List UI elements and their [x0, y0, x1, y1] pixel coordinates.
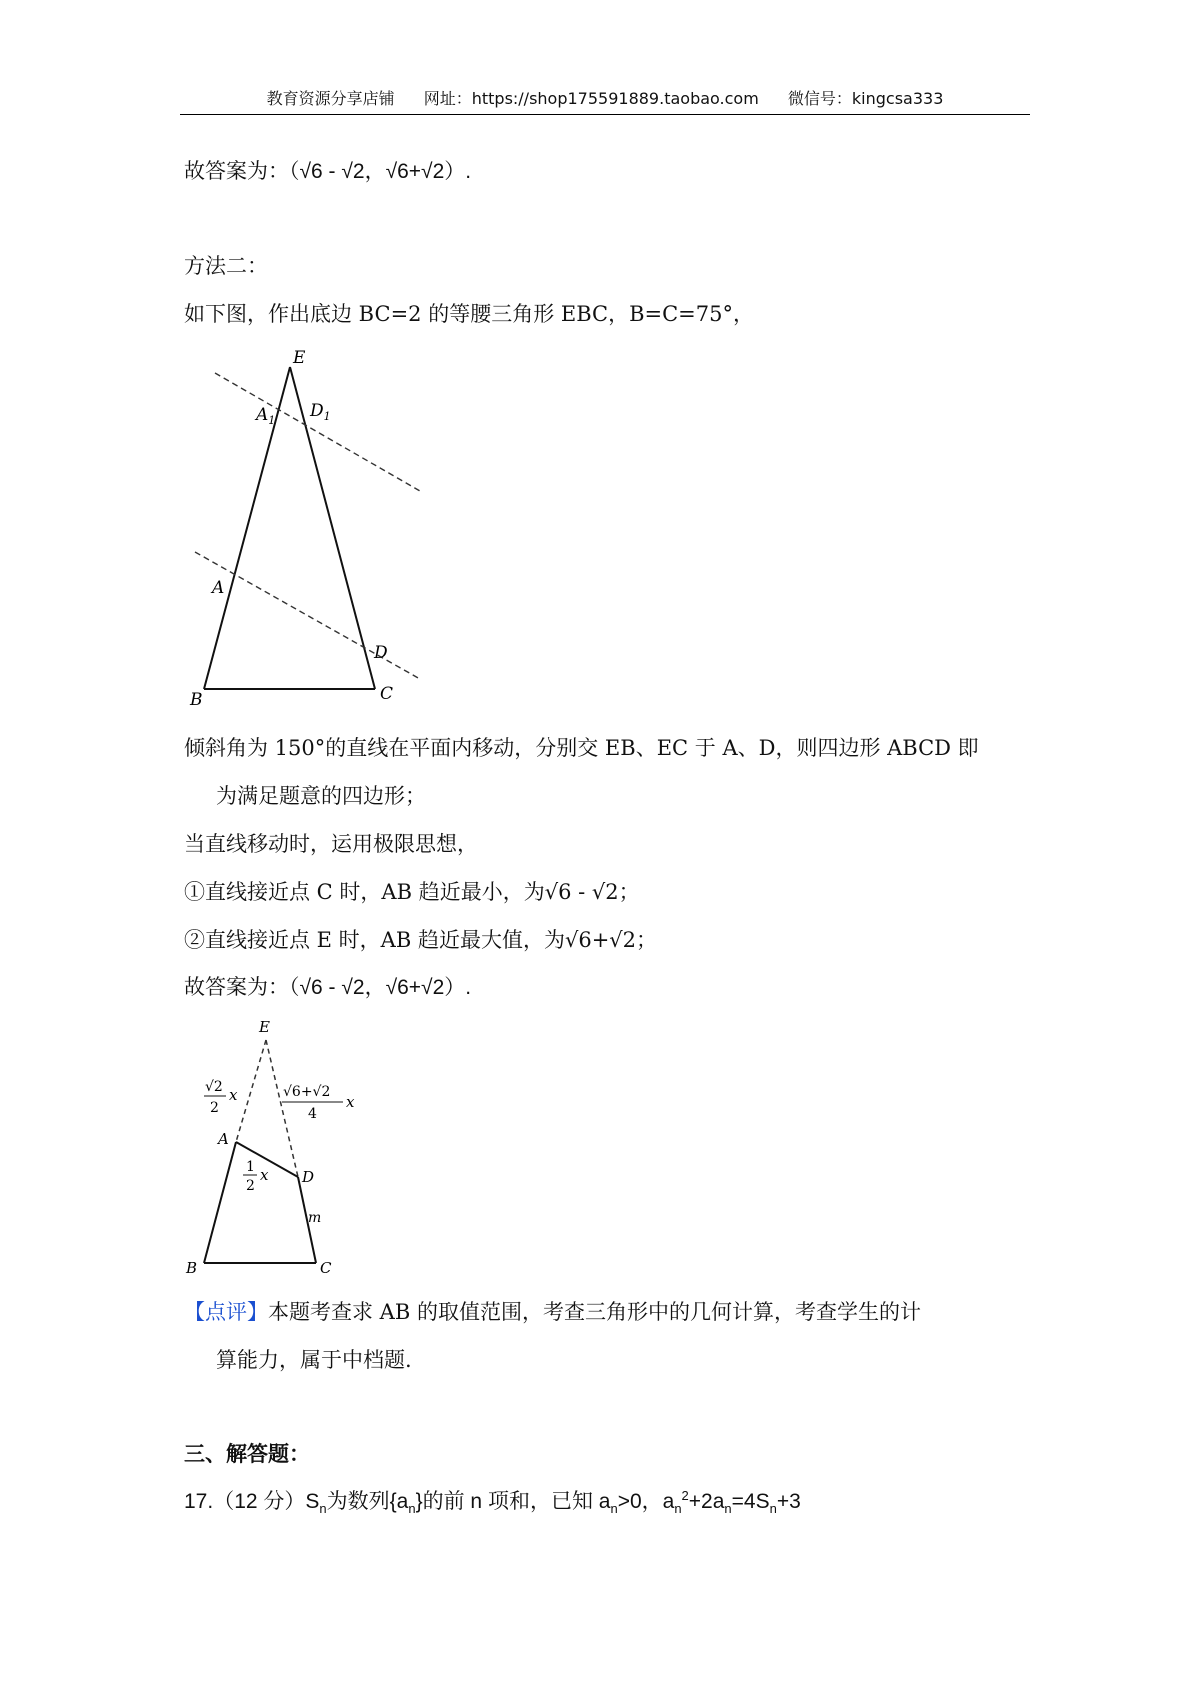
section-3-title: 三、解答题： [184, 1441, 310, 1466]
method-two-heading: 方法二： [184, 254, 268, 278]
dashed-ed [266, 1040, 298, 1177]
q17-eq: =4S [731, 1490, 770, 1513]
label-a: A [218, 1130, 229, 1148]
comment-text-a: 本题考查求 AB 的取值范围，考查三角形中的几何计算，考查学生的计 [268, 1300, 921, 1324]
header-shop: 教育资源分享店铺 [266, 89, 395, 108]
q17-sub-6: n [769, 1501, 777, 1517]
label-c: C [380, 684, 394, 704]
label-d1: $D_1$ [310, 401, 331, 423]
paragraph-1b: 为满足题意的四边形； [216, 784, 426, 808]
paragraph-4: ②直线接近点 E 时，AB 趋近最大值，为√6+√2； [184, 928, 658, 952]
q17-mid2: }的前 n 项和，已知 a [415, 1490, 611, 1513]
construction-text: 如下图，作出底边 BC=2 的等腰三角形 EBC，B=C=75°， [184, 302, 755, 326]
label-d: D [374, 643, 388, 663]
page-header [180, 84, 1030, 115]
label-c: C [320, 1259, 332, 1277]
header-wechat: 微信号：kingcsa333 [787, 89, 944, 108]
q17-sub-4: n [674, 1501, 682, 1517]
q17-sub-3: n [610, 1501, 618, 1517]
right-frac-den: 4 [308, 1106, 317, 1122]
edge-ab [204, 1142, 236, 1263]
label-m: m [308, 1210, 322, 1226]
answer-line-2: 故答案为：（√6 - √2，√6+√2）. [184, 976, 472, 999]
label-d: D [302, 1168, 315, 1186]
mid-frac-den: 2 [246, 1178, 255, 1194]
left-frac-x: x [229, 1086, 238, 1104]
label-e: E [259, 1018, 270, 1036]
dashed-ea [236, 1040, 266, 1142]
label-a: A [212, 578, 225, 598]
answer-line-1: 故答案为：（√6 - √2，√6+√2）. [184, 160, 472, 183]
mid-frac-x: x [260, 1166, 269, 1184]
right-frac-num: √6+√2 [283, 1084, 331, 1100]
q17-sub-5: n [724, 1501, 732, 1517]
comment-line-a [184, 1298, 921, 1326]
comment-line-b: 算能力，属于中档题. [216, 1348, 412, 1372]
question-17 [184, 1488, 801, 1516]
figure-triangle-ebc [180, 340, 440, 710]
paragraph-1a: 倾斜角为 150°的直线在平面内移动，分别交 EB、EC 于 A、D，则四边形 ABCD 即 [184, 736, 979, 760]
q17-end: +3 [776, 1490, 801, 1513]
q17-prefix: 17.（12 分）S [184, 1490, 320, 1513]
header-url: 网址：https://shop175591889.taobao.com [423, 89, 759, 108]
edge-ec [290, 367, 375, 689]
paragraph-3: ①直线接近点 C 时，AB 趋近最小，为√6 - √2； [184, 880, 640, 904]
label-b: B [190, 690, 203, 710]
label-a1: $A_1$ [256, 405, 276, 427]
left-frac-den: 2 [210, 1100, 219, 1116]
q17-sub-2: n [408, 1501, 416, 1517]
paragraph-2: 当直线移动时，运用极限思想， [184, 832, 478, 856]
edge-eb [204, 367, 290, 689]
label-e: E [293, 348, 306, 368]
comment-tag: 【点评】 [184, 1300, 268, 1324]
mid-frac-num: 1 [246, 1159, 255, 1175]
q17-plus: +2a [688, 1490, 725, 1513]
label-b: B [186, 1259, 198, 1277]
q17-gt: >0，a [617, 1490, 675, 1513]
right-frac-x: x [346, 1093, 355, 1111]
q17-mid: 为数列{a [326, 1490, 409, 1513]
q17-sup: 2 [681, 1488, 689, 1503]
left-frac-num: √2 [205, 1079, 223, 1095]
q17-sub-1: n [319, 1501, 327, 1517]
figure-quadrilateral-abcd [180, 1012, 380, 1282]
